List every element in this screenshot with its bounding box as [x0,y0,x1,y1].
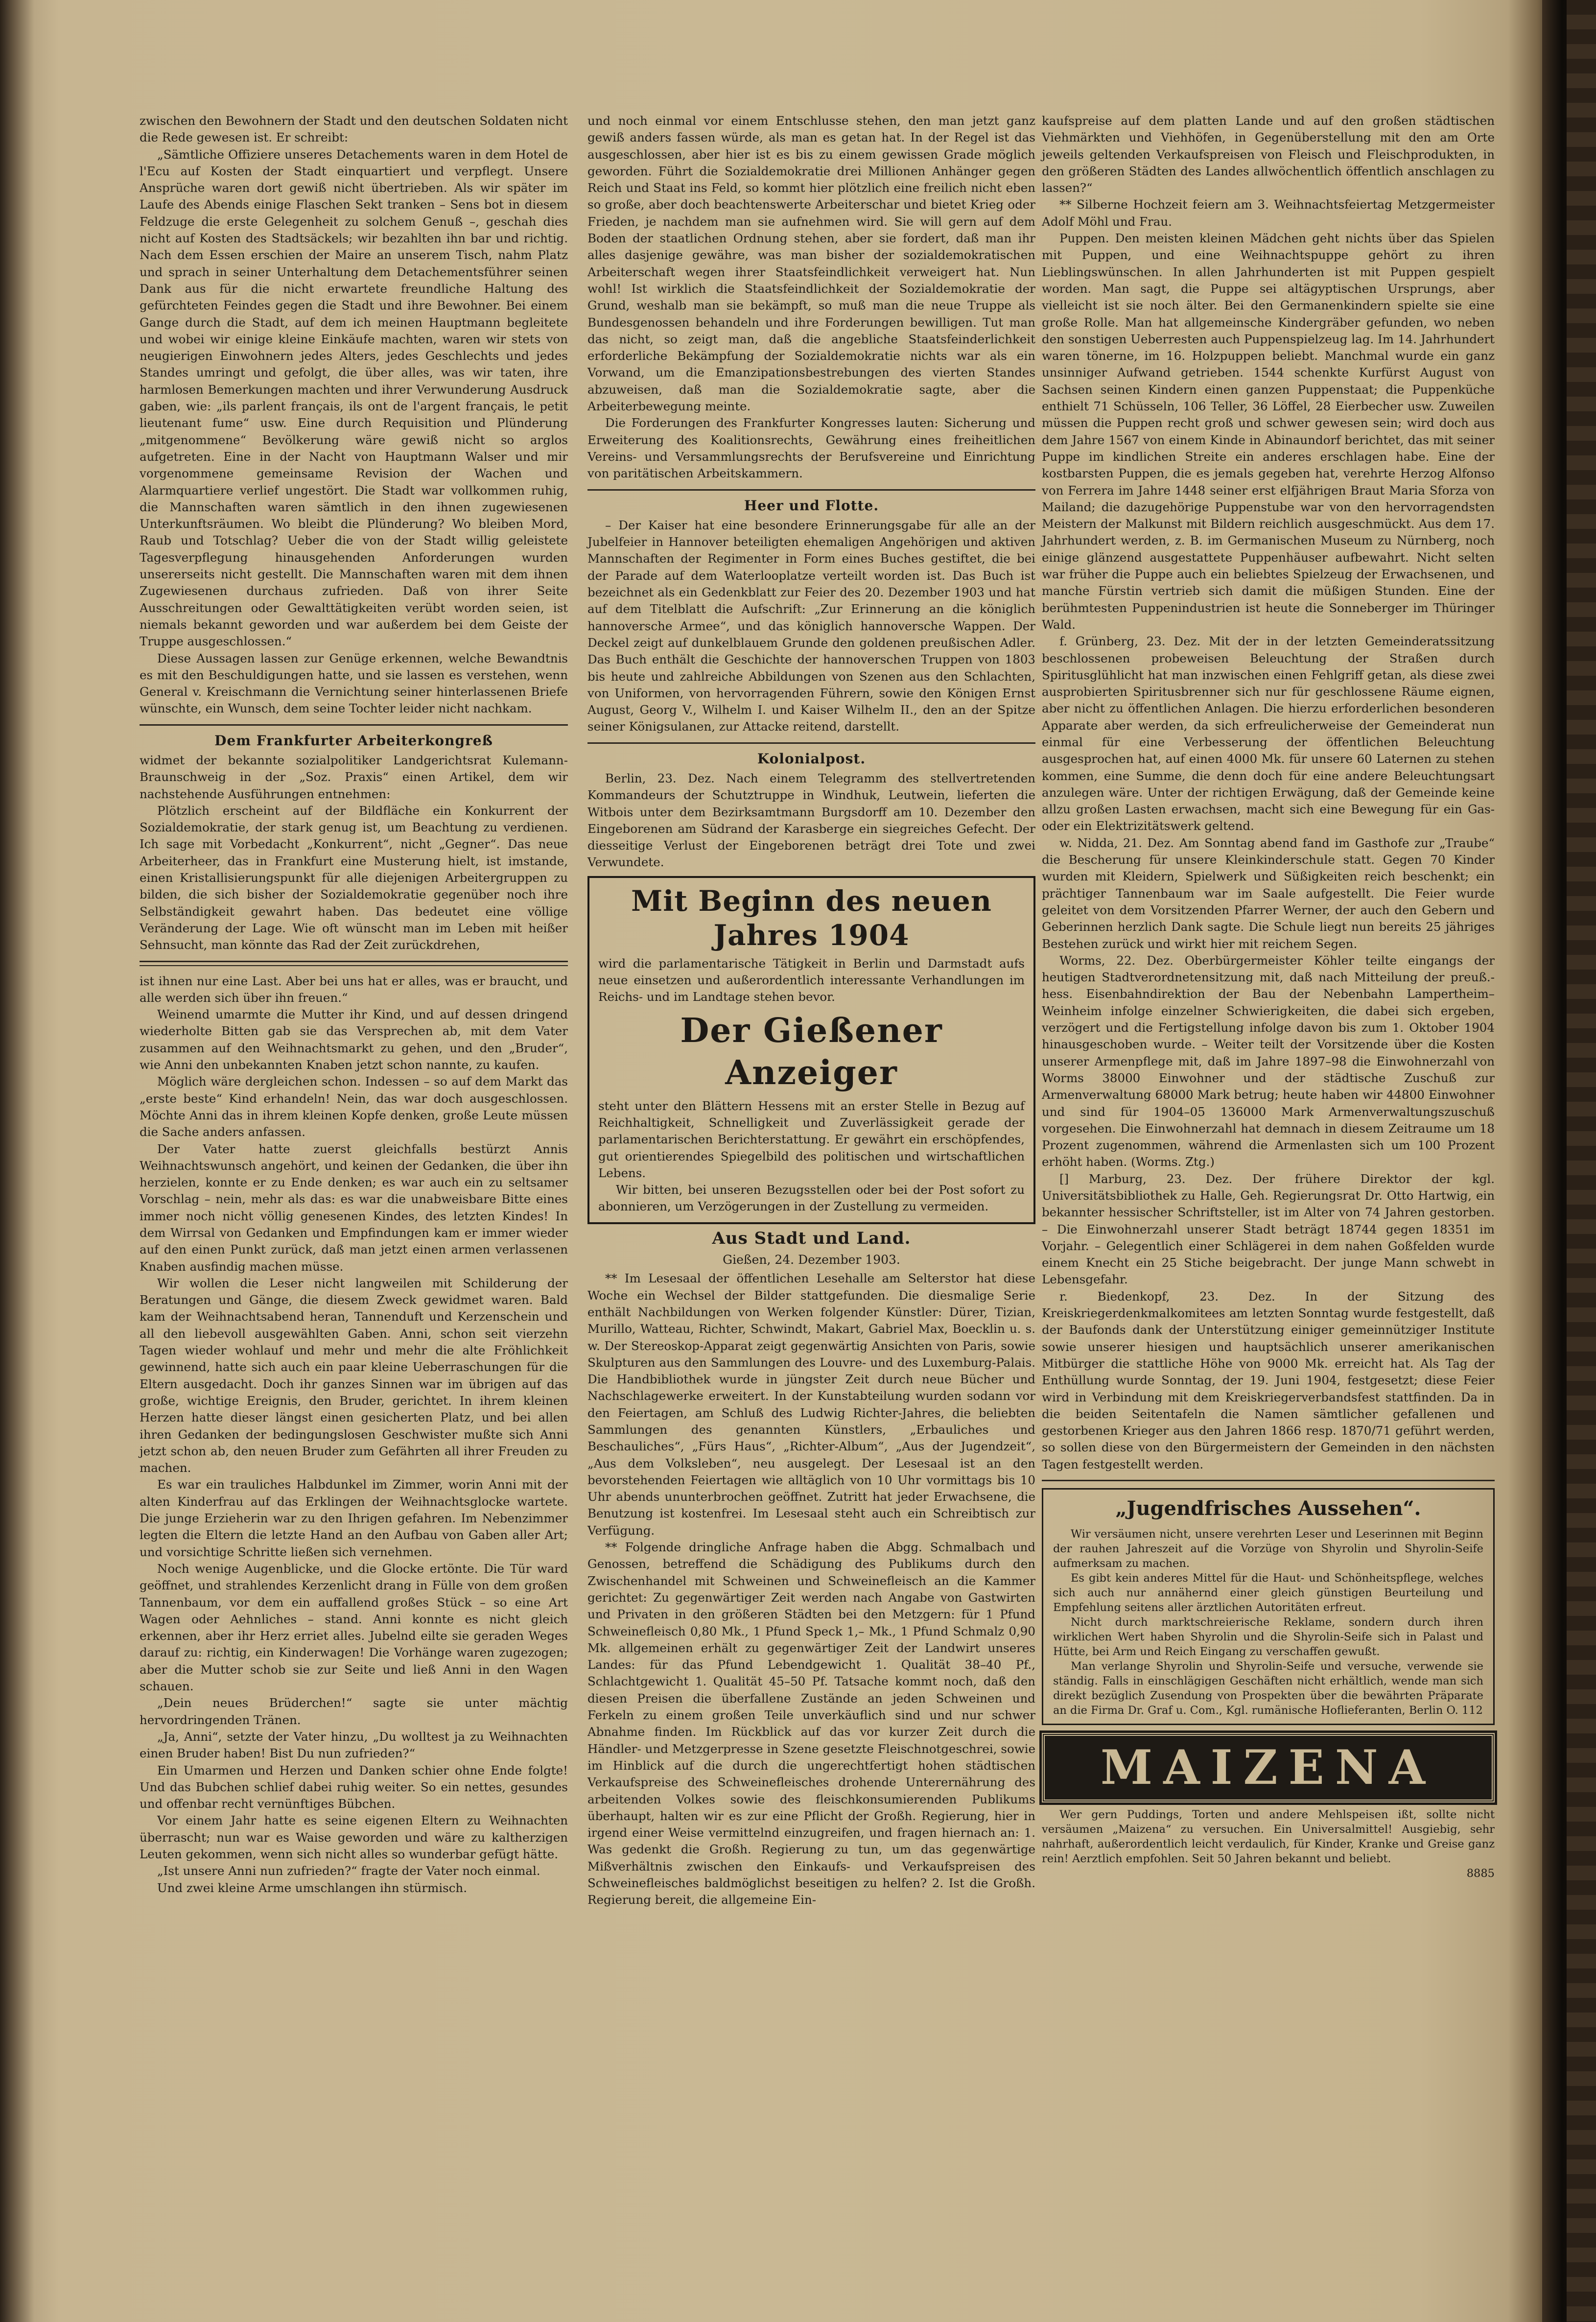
article-paragraph: „Sämtliche Offiziere unseres Detachements waren in dem Hotel de l'Ecu auf Kosten der Stadt einquartiert und verpflegt. Unsere Ansprüche waren dort gewiß nicht übertrieben. Als wir später im Laufe des Abends einige Flaschen Sekt tranken – Sens bot in diesem Feldzuge die erste Gelegenheit zu solchem Genuß –, geschah dies nicht auf Kosten des Stadtsäckels; wir bezahlten ihn bar und richtig. Nach dem Essen erschien der Maire an unserem Tisch, nahm Platz und sprach in seiner Unterhaltung dem Detachementsführer seinen Dank aus für die nicht erwartete freundliche Haltung des gefürchteten Feindes gegen die Stadt und ihre Bewohner. Bei einem Gange durch die Stadt, auf dem ich meinen Hauptmann begleitete und wobei wir einige kleine Einkäufe machten, waren wir stets von neugierigen Einwohnern jedes Alters, jedes Geschlechts und jedes Standes umringt und gefolgt, die über alles, was wir taten, ihre harmlosen Bemerkungen machten und ihrer Verwunderung Ausdruck gaben, wie: „ils parlent français, ils ont de l'argent français, le petit lieutenant fume“ usw. Eine durch Requisition und Plünderung „mitgenommene“ Bevölkerung wäre gewiß nicht so arglos aufgetreten. Eine in der Nacht von Hauptmann Walser und mir vorgenommene gemeinsame Revision der Wachen und Alarmquartiere verlief ungestört. Die Stadt war vollkommen ruhig, die Mannschaften waren sämtlich in den ihnen zugewiesenen Unterkunftsräumen. Wo bleibt die Plünderung? Wo bleiben Mord, Raub und Totschlag? Ueber die von der Stadt willig geleistete Tagesverpflegung hinausgehenden Anforderungen wurden unsererseits nicht gestellt. Die Mannschaften waren mit dem ihnen Zugewiesenen durchaus zufrieden. Daß von ihrer Seite Ausschreitungen oder Gewalttätigkeiten verübt worden seien, ist niemals bekannt geworden und war außerdem bei dem Geiste der Truppe ausgeschlossen.“ [140,147,568,649]
article-paragraph: zwischen den Bewohnern der Stadt und den deutschen Soldaten nicht die Rede gewesen ist. Er schreibt: [140,114,568,145]
ad-paragraph: Nicht durch marktschreierische Reklame, sondern durch ihren wirklichen Wert haben Shyrolin und die Shyrolin-Seife sich in Palast und Hütte, bei Arm und Reich Eingang zu verschaffen gewußt. [1053,1616,1483,1659]
story-paragraph: Ein Umarmen und Herzen und Danken schier ohne Ende folgte! Und das Bubchen schlief dabei ruhig weiter. So ein nettes, gesundes und offenbar recht vernünftiges Bübchen. [140,1763,568,1811]
ad-paragraph: Man verlange Shyrolin und Shyrolin-Seife und versuche, verwende sie ständig. Falls in einschlägigen Geschäften nicht erhältlich, wende man sich direkt bezüglich Zusendung von Prospekten über die bewährten Präparate an die Firma Dr. Graf u. Com., Kgl. rumänische Hoflieferanten, Berlin O. 112 [1053,1660,1483,1717]
article-paragraph: r. Biedenkopf, 23. Dez. In der Sitzung des Kreiskriegerdenkmalkomitees am letzten Sonntag wurde festgestellt, daß der Baufonds dank der Unterstützung einiger gemeinnütziger Institute sowie unserer hiesigen und hauptsächlich unserer amerikanischen Mitbürger die stattliche Höhe von 9000 Mk. erreicht hat. Als Tag der Enthüllung wurde Sonntag, der 19. Juni 1904, festgesetzt; diese Feier wird in Verbindung mit dem Kreiskriegerverbandsfest stattfinden. Da in die beiden Seitentafeln die Namen sämtlicher gefallenen und gestorbenen Krieger aus den Jahren 1866 resp. 1870/71 geführt werden, so sollen diese von den Bürgermeistern der Gemeinden in den nächsten Tagen festgestellt werden. [1042,1289,1495,1471]
newspaper-title: Der Gießener Anzeiger [680,1011,943,1092]
section-heading-kolonialpost: Kolonialpost. [757,750,866,767]
ad-paragraph: Wir bitten, bei unseren Bezugsstellen oder bei der Post sofort zu abonnieren, um Verzögerungen in der Zustellung zu vermeiden. [598,1183,1025,1214]
ad-paragraph: steht unter den Blättern Hessens mit an erster Stelle in Bezug auf Reichhaltigkeit, Schnelligkeit und Zuverlässigkeit gerade der parlamentarischen Berichterstattung. Er gewährt ein erschöpfendes, gut orientierendes Spiegelbild des politischen und wirtschaftlichen Lebens. [598,1098,1025,1180]
section-heading-heer-und-flotte: Heer und Flotte. [744,497,879,514]
story-paragraph: Wir wollen die Leser nicht langweilen mit Schilderung der Beratungen und Gänge, die diesem Zweck gewidmet waren. Bald kam der Weihnachtsabend heran, Tannenduft und Kerzenschein und all den liebevoll ausgewählten Gaben. Anni, schon seit vierzehn Tagen wieder wohlauf und mehr und mehr die alte Fröhlichkeit gewinnend, hatte sich auch ein paar kleine Ueberraschungen für die Eltern ausgedacht. Doch ihr ganzes Sinnen war im übrigen auf das große, wichtige Ereignis, den Bruder, gerichtet. In ihrem kleinen Herzen hatte dieser längst einen gesicherten Platz, und bei allen ihren Gedanken der bedingungslosen Geschwister mußte sich Anni jetzt schon ab, den neuen Bruder zum Gefährten all ihrer Freuden zu machen. [140,1276,568,1475]
article-paragraph: ** Silberne Hochzeit feiern am 3. Weihnachtsfeiertag Metzgermeister Adolf Möhl und Frau. [1042,197,1495,229]
ad-headline: „Jugendfrisches Aussehen“. [1115,1497,1421,1520]
story-paragraph: Es war ein trauliches Halbdunkel im Zimmer, worin Anni mit der alten Kinderfrau auf das Erklingen der Weihnachtsglocke wartete. Die junge Erzieherin war zu den Ihrigen gefahren. Im Nebenzimmer legten die Eltern die letzte Hand an den Aufbau von Gaben aller Art; und vorsichtige Schritte ließen sich vernehmen. [140,1477,568,1559]
article-paragraph: und noch einmal vor einem Entschlusse stehen, den man jetzt ganz gewiß anders fassen würde, als man es getan hat. In der Regel ist das ausgeschlossen, aber hier ist es bis zu einem gewissen Grade möglich geworden. Führt die Sozialdemokratie drei Millionen Anhänger gegen Reich und Staat ins Feld, so kommt hier plötzlich eine freilich nicht eben so große, aber doch beachtenswerte Arbeiterschar und bietet Krieg oder Frieden, je nachdem man sie aufnehmen wird. Sie will gern auf dem Boden der staatlichen Ordnung stehen, aber sie fordert, daß man ihr alles dasjenige gewähre, was man bisher der sozialdemokratischen Arbeiterschaft wegen ihrer Staatsfeindlichkeit verweigert hat. Nun wohl! Ist wirklich die Staatsfeindlichkeit der Sozialdemokratie der Grund, weshalb man sie bekämpft, so muß man die neue Truppe als Bundesgenossen behandeln und ihre Forderungen bewilligen. Tut man das nicht, so zeigt man, daß die angebliche Staatsfeinderlichkeit erforderliche Bekämpfung der Sozialdemokratie nichts war als ein Vorwand, um die Emanzipationsbestrebungen des vierten Standes abzuweisen, daß man die Sozialdemokratie sagte, aber die Arbeiterbewegung meinte. [587,114,1035,414]
shyrolin-advertisement [1042,1488,1495,1725]
ad-paragraph: Wir versäumen nicht, unsere verehrten Leser und Leserinnen mit Beginn der rauhen Jahreszeit auf die Vorzüge von Shyrolin und Shyrolin-Seife aufmerksam zu machen. [1053,1528,1483,1570]
ad-headline: Mit Beginn des neuen Jahres 1904 [631,884,992,952]
column-2 [587,113,1035,1909]
column-rule [140,724,568,726]
article-paragraph: Diese Aussagen lassen zur Genüge erkennen, welche Bewandtnis es mit den Beschuldigungen hatte, und sie lassen es verstehen, wenn General v. Kreischmann die Vernichtung seiner hinterlassenen Briefe wünschte, ein Wunsch, dem seine Tochter leider nicht nachkam. [140,651,568,716]
story-paragraph: „Dein neues Brüderchen!“ sagte sie unter mächtig hervordringenden Tränen. [140,1696,568,1727]
story-paragraph: Der Vater hatte zuerst gleichfalls bestürzt Annis Weihnachtswunsch angehört, und keinen der Gedanken, die über ihn herzielen, konnte er zu Ende denken; es war auch ein zu seltsamer Vorschlag – nein, mehr als das: es war die unabweisbare Bitte eines immer noch nicht völlig genesenen Kindes, des letzten Kindes! In dem Wirrsal von Gedanken und Empfindungen kam er immer wieder auf den einen Punkt zurück, daß man jetzt einen armen verlassenen Knaben ausfindig machen müsse. [140,1141,568,1274]
book-binding-edge [1567,0,1596,2322]
feuilleton-rule [140,961,568,966]
article-paragraph: Berlin, 23. Dez. Nach einem Telegramm des stellvertretenden Kommandeurs der Schutztruppe in Windhuk, Leutwein, lieferten die Witbois unter dem Bezirksamtmann Burgsdorff am 10. Dezember den Eingeborenen am Südrand der Karasberge ein siegreiches Gefecht. Der diesseitige Verlust der Eingeborenen beträgt drei Tote und zwei Verwundete. [587,771,1035,870]
article-paragraph: w. Nidda, 21. Dez. Am Sonntag abend fand im Gasthofe zur „Traube“ die Bescherung für unsere Kleinkinderschule statt. Gegen 70 Kinder wurden mit Kleidern, Spielwerk und Süßigkeiten reich beschenkt; ein prächtiger Tannenbaum war im Saale aufgestellt. Die Feier wurde geleitet von dem Vorsitzenden Pfarrer Werner, der auch den Gebern und Geberinnen herzlich Dank sagte. Die Schule liegt nun bereits 25 jähriges Bestehen zurück und wirkt hier mit reichem Segen. [1042,835,1495,951]
column-rule [1042,1480,1495,1481]
column-rule [587,489,1035,491]
article-heading: Dem Frankfurter Arbeiterkongreß [214,732,493,749]
story-paragraph: „Ist unsere Anni nun zufrieden?“ fragte der Vater noch einmal. [157,1864,540,1878]
article-paragraph: Worms, 22. Dez. Oberbürgermeister Köhler teilte eingangs der heutigen Stadtverordnetensitzung mit, daß nach Mitteilung der preuß.-hess. Eisenbahndirektion der Bau der Nebenbahn Lampertheim–Weinheim infolge einzelner Schwierigkeiten, die dabei sich ergeben, verzögert und die Fertigstellung infolge davon bis zum 1. Oktober 1904 hinausgeschoben wurde. – Weiter teilt der Vorsitzende über die Kosten unserer Armenpflege mit, daß im Jahre 1897–98 die Einwohnerzahl von Worms 38000 Einwohner und der städtische Zuschuß zur Armenverwaltung 68000 Mark betrug; heute haben wir 44800 Einwohner und sind für 1904–05 136000 Mark Armenverwaltungszuschuß vorgesehen. Die Einwohnerzahl hat demnach in diesem Zeitraume um 18 Prozent zugenommen, während die Armenlasten sich um 100 Prozent erhöht haben. (Worms. Ztg.) [1042,953,1495,1169]
article-paragraph: Puppen. Den meisten kleinen Mädchen geht nichts über das Spielen mit Puppen, und eine Weihnachtspuppe gehört zu ihren Lieblingswünschen. In allen Jahrhunderten ist mit Puppen gespielt worden. Man sagt, die Puppe sei altägyptischen Ursprungs, aber vielleicht ist sie noch älter. Bei den Germanenkindern spielte sie eine große Rolle. Man hat allgemeinsche Kindergräber gefunden, wo neben den sonstigen Ueberresten auch Puppenspielzeug lag. Im 14. Jahrhundert waren tönerne, im 16. Holzpuppen beliebt. Manchmal wurde ein ganz unsinniger Aufwand getrieben. 1544 schenkte Kurfürst August von Sachsen seinen Kindern einen ganzen Puppenstaat; die Puppenküche enthielt 71 Schüsseln, 106 Teller, 36 Löffel, 28 Eierbecher usw. Zuweilen müssen die Puppen recht groß und schwer gewesen sein; wird doch aus dem Jahre 1567 von einem Kinde in Abinaundorf berichtet, das mit seiner Puppe im kindlichen Streite ein anderes erschlagen habe. Eine der kostbarsten Puppen, die es jemals gegeben hat, verehrte Herzog Alfonso von Ferrera im Jahre 1448 seiner erst elfjährigen Braut Maria Sforza von Mailand; die dazugehörige Puppenstube war von den hervorragendsten Meistern der Malkunst mit Bildern reichlich ausgeschmückt. Aus dem 17. Jahrhundert werden, z. B. im Germanischen Museum zu Nürnberg, noch einige glänzend ausgestattete Puppenhäuser aufbewahrt. Nicht selten war früher die Puppe auch ein beliebtes Spielzeug der Erwachsenen, und manche Fürstin vertrieb sich damit die müßigen Stunden. Eine der berühmtesten Puppenindustrien ist heute die Sonneberger im Thüringer Wald. [1042,231,1495,632]
article-paragraph: Die Forderungen des Frankfurter Kongresses lauten: Sicherung und Erweiterung des Koalitionsrechts, Gewährung eines freiheitlichen Vereins- und Versammlungsrechts der Berufsvereine und Einrichtung von paritätischen Arbeitskammern. [587,416,1035,481]
story-paragraph: Weinend umarmte die Mutter ihr Kind, und auf dessen dringend wiederholte Bitten gab sie das Versprechen ab, mit dem Vater zusammen auf den Weihnachtsmarkt zu gehen, und den „Bruder“, wie Anni den unbekannten Knaben jetzt schon nannte, zu kaufen. [140,1007,568,1072]
story-paragraph: ist ihnen nur eine Last. Aber bei uns hat er alles, was er braucht, und alle werden sich über ihn freuen.“ [140,973,568,1005]
ad-paragraph: wird die parlamentarische Tätigkeit in Berlin und Darmstadt aufs neue einsetzen und außerordentlich interessante Verhandlungen im Reichs- und im Landtage stehen bevor. [598,956,1025,1004]
article-paragraph: f. Grünberg, 23. Dez. Mit der in der letzten Gemeinderatssitzung beschlossenen probeweisen Beleuchtung der Straßen durch Spiritusglühlicht hat man inzwischen einen Fehlgriff getan, als diese zwei ausprobierten Spiritusbrenner sich nur für geschlossene Räume eignen, aber nicht zu öffentlichen Anlagen. Die hierzu erforderlichen besonderen Apparate aber werden, da sich erfreulicherweise der Gemeinderat nun einmal für eine Verbesserung der öffentlichen Beleuchtung ausgesprochen hat, auf einen 4000 Mk. für unsere 60 Laternen zu stehen kommen, eine Summe, die denn doch für eine andere Beleuchtungsart anzulegen wäre. Unter der richtigen Erwägung, daß der Gemeinde keine allzu großen Lasten erwachsen, macht sich eine Bewegung für ein Gas- oder ein Elektrizitätswerk geltend. [1042,634,1495,833]
column-rule [587,742,1035,744]
ad-number: 8885 [1466,1867,1495,1880]
story-paragraph: Möglich wäre dergleichen schon. Indessen – so auf dem Markt das „erste beste“ Kind erhandeln! Nein, das war doch ausgeschlossen. Möchte Anni das in ihrem kleinen Kopfe denken, große Leute müssen die Sache anders anfassen. [140,1074,568,1139]
article-paragraph: widmet der bekannte sozialpolitiker Landgerichtsrat Kulemann-Braunschweig in der „Soz. Praxis“ einen Artikel, dem wir nachstehende Ausführungen entnehmen: [140,753,568,801]
article-paragraph: kaufspreise auf dem platten Lande und auf den großen städtischen Viehmärkten und Viehhöfen, in Gegenüberstellung mit den am Orte jeweils geltenden Verkaufspreisen von Fleisch und Fleischprodukten, in den größeren Städten des Landes allwöchentlich öffentlich anschlagen zu lassen?“ [1042,114,1495,195]
article-paragraph: ** Folgende dringliche Anfrage haben die Abgg. Schmalbach und Genossen, betreffend die Schädigung des Publikums durch den Zwischenhandel mit Schweinen und Schweinefleisch an die Kammer gerichtet: Zu gegenwärtiger Zeit werden nach Angabe von Gastwirten und Privaten in den größeren Städten bei den Metzgern: für 1 Pfund Schweinefleisch 0,80 Mk., 1 Pfund Speck 1,– Mk., 1 Pfund Schmalz 0,90 Mk. allgemeinen erhält zu gegenwärtiger Zeit der Landwirt unseres Landes: für das Pfund Lebendgewicht 1. Qualität 38–40 Pf., Schlachtgewicht 1. Qualität 45–50 Pf. Tatsache kommt noch, daß den diesen Preisen die überfallene Zustände an jeden Schweinen und Ferkeln zu einem großen Teile unverkäuflich sind und nur schwer Abnahme finden. Im Rückblick auf das vor kurzer Zeit durch die Händler- und Metzgerpresse in Szene gesetzte Fleischnotgeschrei, sowie im Hinblick auf die durch die ungerechtfertigt hohen städtischen Verkaufspreise des Schweinefleisches drohende Unterernährung des arbeitenden Volkes sowie des fleischkonsumierenden Publikums überhaupt, halten wir es zur eine Pflicht der Großh. Regierung, hier in irgend einer Weise vermittelnd einzugreifen, und fragen hiernach an: 1. Was gedenkt die Großh. Regierung zu tun, um das gegenwärtige Mißverhältnis zwischen den Einkaufs- und Verkaufspreisen des Schweinefleisches baldmöglichst beseitigen zu helfen? 2. Ist die Großh. Regierung bereit, die allgemeine Ein- [587,1540,1035,1907]
column-3 [1042,113,1495,1881]
article-paragraph: – Der Kaiser hat eine besondere Erinnerungsgabe für alle an der Jubelfeier in Hannover beteiligten ehemaligen Angehörigen und aktiven Mannschaften der Regimenter in Form eines Buches gestiftet, die bei der Parade auf dem Waterlooplatze verteilt worden ist. Das Buch ist bezeichnet als ein Gedenkblatt zur Feier des 20. Dezember 1903 und hat auf dem Titelblatt die Aufschrift: „Zur Erinnerung an die königlich hannoversche Armee“, und das königlich hannoversche Wappen. Der Deckel zeigt auf dunkelblauem Grunde den goldenen preußischen Adler. Das Buch enthält die Geschichte der hannoverschen Truppen von 1803 bis heute und zahlreiche Abbildungen von Szenen aus den Schlachten, von Uniformen, von hervorragenden Führern, sowie den Königen Ernst August, Georg V., Wilhelm I. und Kaiser Wilhelm II., den an der Spitze seiner Königsulanen, zur Attacke reitend, darstellt. [587,518,1035,734]
story-paragraph: Vor einem Jahr hatte es seine eigenen Eltern zu Weihnachten überrascht; nun war es Waise geworden und wäre zu kaltherzigen Leuten gekommen, wenn sich nicht alles so wunderbar gefügt hätte. [140,1813,568,1861]
story-paragraph: „Ja, Anni“, setzte der Vater hinzu, „Du wolltest ja zu Weihnachten einen Bruder haben! Bist Du nun zufrieden?“ [140,1729,568,1761]
article-paragraph: ** Im Lesesaal der öffentlichen Lesehalle am Selterstor hat diese Woche ein Wechsel der Bilder stattgefunden. Die diesmalige Serie enthält Nachbildungen von Werken folgender Künstler: Dürer, Tizian, Murillo, Watteau, Richter, Schwindt, Makart, Gabriel Max, Boecklin u. s. w. Der Stereoskop-Apparat zeigt gegenwärtig Ansichten von Paris, sowie Skulpturen aus den Sammlungen des Louvre- und des Luxemburg-Palais. Die Handbibliothek wurde in jüngster Zeit durch neue Bücher und Nachschlagewerke erweitert. In der Kunstabteilung wurden sodann vor den Feiertagen, am Schluß des Ludwig Richter-Jahres, die beliebten Sammlungen des genannten Künstlers, „Erbauliches und Beschauliches“, „Fürs Haus“, „Richter-Album“, „Aus der Jugendzeit“, „Aus dem Volksleben“, neu ausgelegt. Der Lesesaal ist an den bevorstehenden Feiertagen wie alltäglich von 10 Uhr vormittags bis 10 Uhr abends ununterbrochen geöffnet. Zutritt hat jeder Erwachsene, die Benutzung ist kostenfrei. Im Lesesaal steht auch ein Schreibtisch zur Verfügung. [587,1271,1035,1538]
ad-paragraph: Es gibt kein anderes Mittel für die Haut- und Schönheitspflege, welches sich auch nur annähernd einer gleich günstigen Beurteilung und Empfehlung seitens aller ärztlichen Autoritäten erfreut. [1053,1572,1483,1614]
ad-paragraph: Wer gern Puddings, Torten und andere Mehlspeisen ißt, sollte nicht versäumen „Maizena“ zu versuchen. Ein Universalmittel! Ausgiebig, sehr nahrhaft, außerordentlich leicht verdaulich, für Kinder, Kranke und Greise ganz rein! Aerztlich empfohlen. Seit 50 Jahren bekannt und beliebt. [1042,1808,1495,1866]
article-paragraph: Plötzlich erscheint auf der Bildfläche ein Konkurrent der Sozialdemokratie, der stark genug ist, um Beachtung zu verdienen. Ich sage mit Vorbedacht „Konkurrent“, nicht „Gegner“. Das neue Arbeiterheer, das in Frankfurt eine Musterung hielt, ist imstande, einen Kristallisierungspunkt für alle diejenigen Arbeitergruppen zu bilden, die sich bisher der Sozialdemokratie gegenüber noch ihre Selbständigkeit gewahrt haben. Das bedeutet eine völlige Veränderung der Lage. Wie oft wünscht man im Leben mit heißer Sehnsucht, man könnte das Rad der Zeit zurückdrehen, [140,803,568,952]
article-paragraph: [] Marburg, 23. Dez. Der frühere Direktor der kgl. Universitätsbibliothek zu Halle, Geh. Regierungsrat Dr. Otto Hartwig, ein bekannter hessischer Schriftsteller, ist im Alter von 74 Jahren gestorben. – Die Einwohnerzahl unserer Stadt beträgt 18744 gegen 18351 im Vorjahr. – Gelegentlich einer Schlägerei in dem nahen Goßfelden wurde einem Knecht ein 25 Stiche beigebracht. Der junge Mann schwebt in Lebensgefahr. [1042,1171,1495,1287]
maizena-logo: MAIZENA [1042,1733,1495,1802]
section-heading-aus-stadt-und-land: Aus Stadt und Land. [712,1228,911,1248]
story-paragraph: Und zwei kleine Arme umschlangen ihn stürmisch. [157,1880,467,1895]
column-1 [140,113,568,1896]
story-paragraph: Noch wenige Augenblicke, und die Glocke ertönte. Die Tür ward geöffnet, und strahlendes Kerzenlicht drang in Fülle von dem großen Tannenbaum, vor dem ein auffallend großes Stück – so eine Art Wagen oder Aehnliches – stand. Anni konnte es nicht gleich erkennen, aber ihr Herz erriet alles. Jubelnd eilte sie geraden Weges darauf zu: richtig, ein Kinderwagen! Die Vorhänge waren zugezogen; aber die Mutter schob sie zur Seite und ließ Anni in den Wagen schauen. [140,1561,568,1694]
subscription-advertisement-box [587,876,1035,1224]
dateline: Gießen, 24. Dezember 1903. [723,1253,900,1267]
